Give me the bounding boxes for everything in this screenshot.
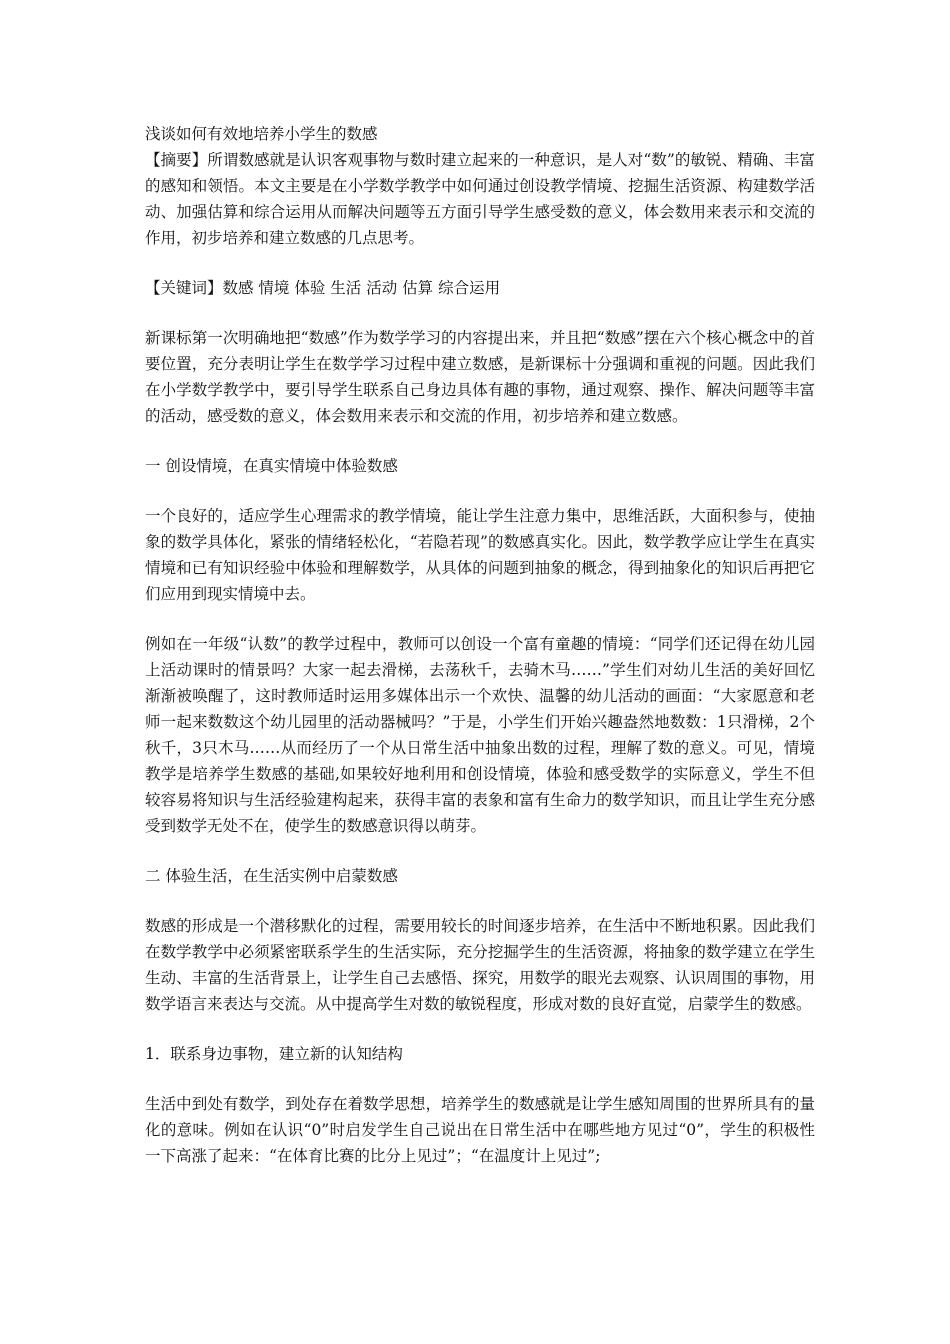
keywords-line: 【关键词】数感 情境 体验 生活 活动 估算 综合运用 bbox=[145, 279, 501, 297]
document-title: 浅谈如何有效地培养小学生的数感 bbox=[145, 125, 378, 143]
section-1-paragraph-1: 一个良好的，适应学生心理需求的教学情境，能让学生注意力集中，思维活跃，大面积参与，使抽象的数学具体化，紧张的情绪轻松化，“若隐若现”的数感真实化。因此，数学教学应让学生在真实情境和已有知识经验中体验和理解数学，从具体的问题到抽象的概念，得到抽象化的知识后再把它们应用到现实情境中去。 bbox=[145, 507, 815, 603]
section-2-paragraph-1: 数感的形成是一个潜移默化的过程，需要用较长的时间逐步培养，在生活中不断地积累。因此我们在数学教学中必须紧密联系学生的生活实际，充分挖掘学生的生活资源，将抽象的数学建立在学生生动、丰富的生活背景上，让学生自己去感悟、探究，用数学的眼光去观察、认识周围的事物，用数学语言来表达与交流。从中提高学生对数的敏锐程度，形成对数的良好直觉，启蒙学生的数感。 bbox=[145, 917, 815, 1013]
paragraph-gap bbox=[145, 839, 815, 863]
section-1-paragraph-2: 例如在一年级“认数”的教学过程中，教师可以创设一个富有童趣的情境：“同学们还记得在幼儿园上活动课时的情景吗？大家一起去滑梯，去荡秋千，去骑木马……”学生们对幼儿生活的美好回忆渐渐被唤醒了，这时教师适时运用多媒体出示一个欢快、温馨的幼儿活动的画面：“大家愿意和老师一起来数数这个幼儿园里的活动器械吗？”于是，小学生们开始兴趣盎然地数数：1只滑梯，2个秋千，3只木马……从而经历了一个从日常生活中抽象出数的过程，理解了数的意义。可见，情境教学是培养学生数感的基础,如果较好地利用和创设情境，体验和感受数学的实际意义，学生不但较容易将知识与生活经验建构起来，获得丰富的表象和富有生命力的数学知识，而且让学生充分感受到数学无处不在，使学生的数感意识得以萌芽。 bbox=[145, 635, 815, 835]
document-body bbox=[145, 121, 815, 1169]
intro-paragraph: 新课标第一次明确地把“数感”作为数学学习的内容提出来，并且把“数感”摆在六个核心概念中的首要位置，充分表明让学生在数学学习过程中建立数感，是新课标十分强调和重视的问题。因此我们在小学数学教学中，要引导学生联系自己身边具体有趣的事物，通过观察、操作、解决问题等丰富的活动，感受数的意义，体会数用来表示和交流的作用，初步培养和建立数感。 bbox=[145, 329, 815, 425]
section-2-heading: 二 体验生活，在生活实例中启蒙数感 bbox=[145, 867, 398, 885]
paragraph-gap bbox=[145, 1017, 815, 1041]
paragraph-gap bbox=[145, 429, 815, 453]
subsection-1-heading: 1．联系身边事物，建立新的认知结构 bbox=[145, 1045, 403, 1063]
paragraph-gap bbox=[145, 301, 815, 325]
section-1-heading: 一 创设情境，在真实情境中体验数感 bbox=[145, 457, 398, 475]
abstract-paragraph: 【摘要】所谓数感就是认识客观事物与数时建立起来的一种意识，是人对“数”的敏锐、精确、丰富的感知和领悟。本文主要是在小学数学教学中如何通过创设教学情境、挖掘生活资源、构建数学活动、加强估算和综合运用从而解决问题等五方面引导学生感受数的意义，体会数用来表示和交流的作用，初步培养和建立数感的几点思考。 bbox=[145, 151, 815, 247]
paragraph-gap bbox=[145, 479, 815, 503]
paragraph-gap bbox=[145, 607, 815, 631]
paragraph-gap bbox=[145, 1067, 815, 1091]
paragraph-gap bbox=[145, 889, 815, 913]
paragraph-gap bbox=[145, 251, 815, 275]
subsection-1-paragraph-1: 生活中到处有数学，到处存在着数学思想，培养学生的数感就是让学生感知周围的世界所具有的量化的意味。例如在认识“0”时启发学生自己说出在日常生活中在哪些地方见过“0”，学生的积极性一下高涨了起来：“在体育比赛的比分上见过”；“在温度计上见过”; bbox=[145, 1095, 815, 1165]
